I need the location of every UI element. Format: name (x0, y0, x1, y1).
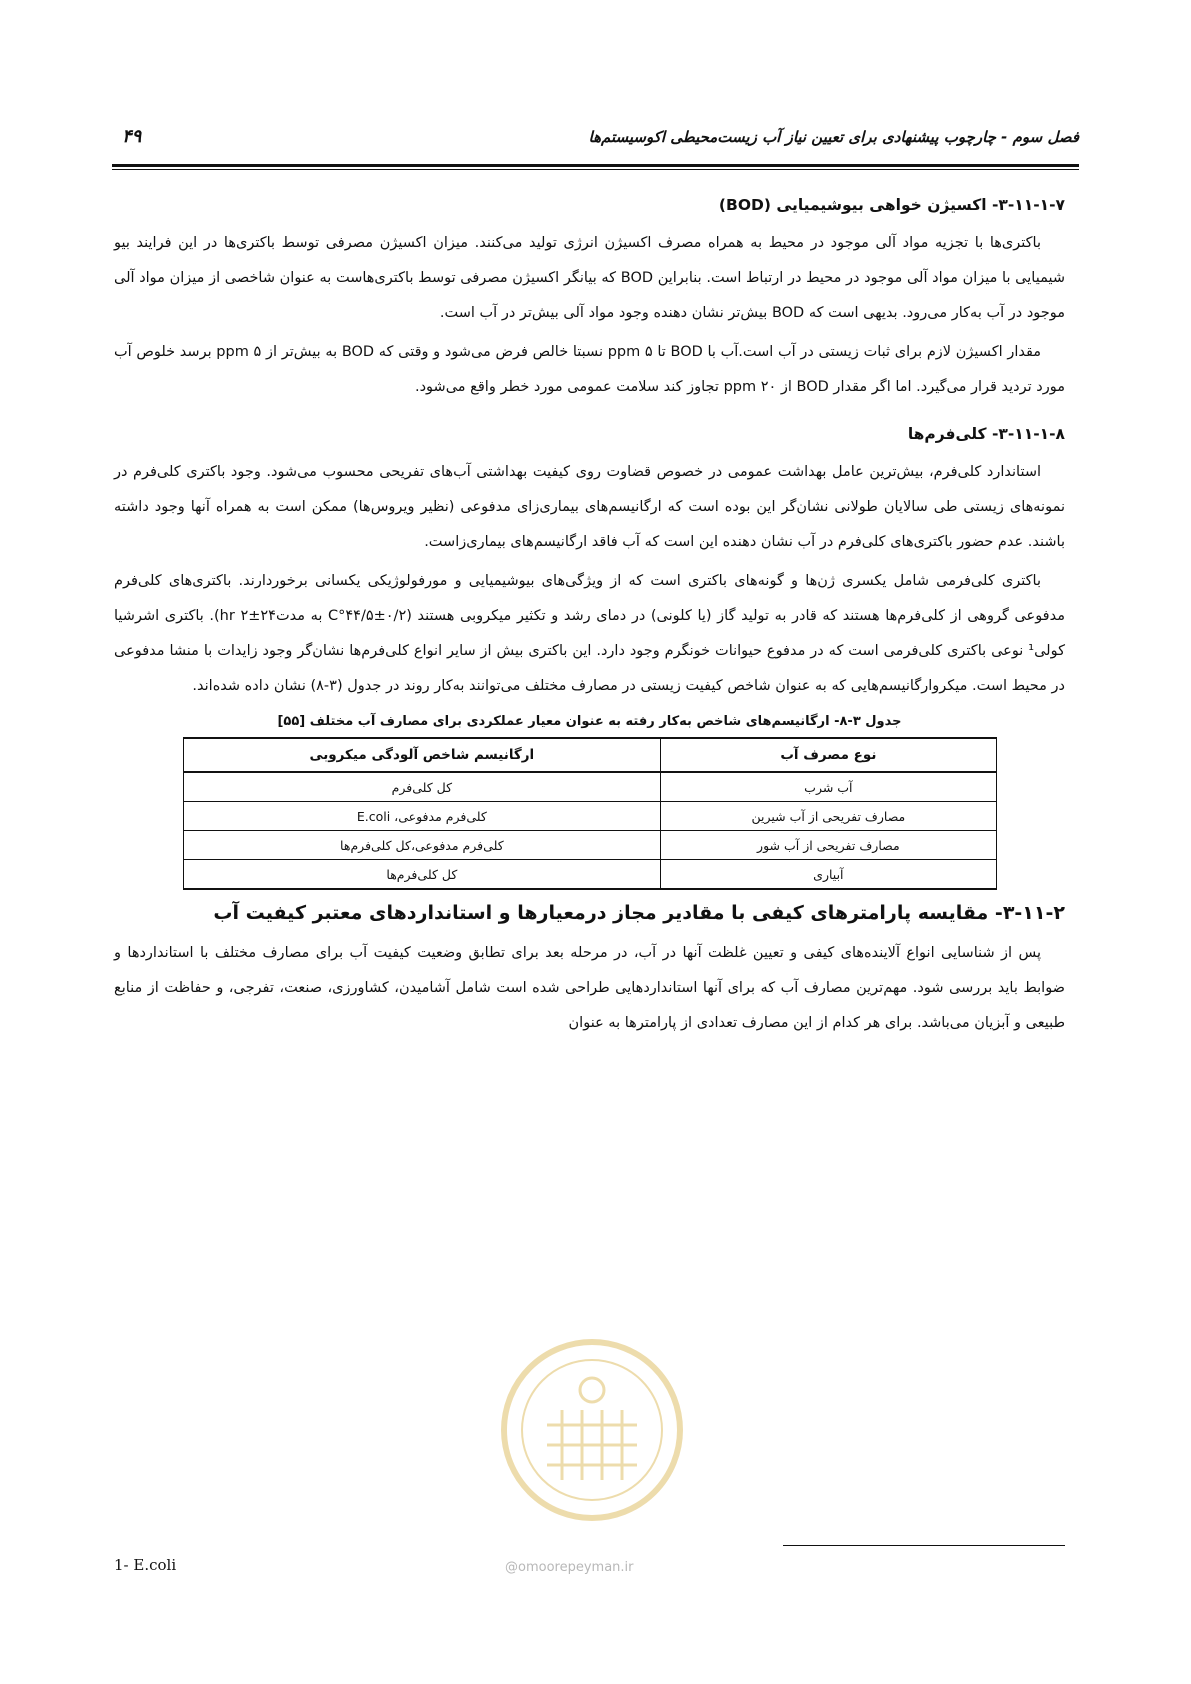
table-cell: کل کلی‌فرم‌ها (183, 860, 661, 890)
paragraph: مقدار اکسیژن لازم برای ثبات زیستی در آب است.آب با BOD تا ۵ ppm نسبتا خالص فرض می‌شود و وقتی که BOD به بیش‌تر از ۵ ppm برسد خلوص آب مورد تردید قرار می‌گیرد. اما اگر مقدار BOD از ۲۰ ppm تجاوز کند سلامت عمومی مورد خطر واقع می‌شود. (114, 344, 1065, 395)
section-heading-comparison: ۳-۱۱-۲- مقایسه پارامترهای کیفی با مقادیر مجاز درمعیارها و استانداردهای معتبر کیفیت آب (213, 902, 1065, 924)
section-heading-coliform: ۳-۱۱-۱-۸- کلی‌فرم‌ها (907, 425, 1065, 443)
table-cell: مصارف تفریحی از آب شور (661, 831, 996, 860)
table-row (183, 802, 996, 831)
table-row (183, 831, 996, 860)
table-cell: آب شرب (661, 772, 996, 802)
table-header-row (183, 738, 996, 772)
footnote: 1- E.coli (114, 1556, 177, 1574)
indicator-organisms-table (183, 737, 997, 890)
table-cell: مصارف تفریحی از آب شیرین (661, 802, 996, 831)
table-row (183, 772, 996, 802)
paragraph: پس از شناسایی انواع آلاینده‌های کیفی و تعیین غلظت آنها در آب، در مرحله بعد برای تطابق وضعیت کیفیت آب برای مصارف مختلف با استانداردها و ضوابط باید بررسی شود. مهم‌ترین مصارف آب که برای آنها استانداردهایی طراحی شده است شامل آشامیدن، کشاورزی، صنعت، تفرجی، و حفاظت از منابع طبیعی و آبزیان می‌باشد. برای هر کدام از این مصارف تعدادی از پارامترها به عنوان (114, 945, 1065, 1031)
watermark-logo-icon (497, 1335, 687, 1525)
main-content (114, 196, 1065, 1045)
column-header-water-use: نوع مصرف آب (661, 738, 996, 772)
footnote-rule (783, 1545, 1065, 1546)
table-caption: جدول ۳-۸- ارگانیسم‌های شاخص به‌کار رفته به عنوان معیار عملکردی برای مصارف آب مختلف [۵۵] (277, 714, 902, 729)
header-rule-thin (112, 169, 1079, 170)
running-header (112, 122, 1079, 162)
header-rule (112, 164, 1079, 167)
table-cell: کلی‌فرم مدفوعی، E.coli (183, 802, 661, 831)
table-row (183, 860, 996, 890)
paragraph: باکتری کلی‌فرمی شامل یکسری ژن‌ها و گونه‌های باکتری است که از ویژگی‌های بیوشیمیایی و مورفولوژیکی یکسانی برخوردارند. باکتری‌های کلی‌فرم مدفوعی گروهی از کلی‌فرم‌ها هستند که قادر به تولید گاز (یا کلونی) در دمای رشد و تکثیر میکروبی هستند (C°۴۴/۵±۰/۲ به مدت۲۴±۲ hr). باکتری اشرشیا کولی¹ نوعی باکتری کلی‌فرمی است که در مدفوع حیوانات خونگرم وجود دارد. این باکتری بیش از سایر انواع کلی‌فرم‌ها نشان‌گر وجود زایدات با منشا مدفوعی در محیط است. میکروارگانیسم‌هایی که به عنوان شاخص کیفیت زیستی در مصارف مختلف می‌توانند به‌کار روند در جدول (۳-۸) نشان داده شده‌اند. (114, 573, 1065, 694)
table-cell: کل کلی‌فرم (183, 772, 661, 802)
table-cell: آبیاری (661, 860, 996, 890)
column-header-indicator: ارگانیسم شاخص آلودگی میکروبی (183, 738, 661, 772)
page-number: ۴۹ (122, 126, 142, 147)
paragraph: استاندارد کلی‌فرم، بیش‌ترین عامل بهداشت عمومی در خصوص قضاوت روی کیفیت بهداشتی آب‌های تفریحی محسوب می‌شود. وجود باکتری کلی‌فرم در نمونه‌های زیستی طی سالایان طولانی نشان‌گر این بوده است که ارگانیسم‌های بیماری‌زای مدفوعی (نظیر ویروس‌ها) ممکن است به همراه آنها وجود داشته باشند. عدم حضور باکتری‌های کلی‌فرم در آب نشان دهنده این است که آب فاقد ارگانیسم‌های بیماری‌زاست. (114, 464, 1065, 550)
section-heading-bod: ۳-۱۱-۱-۷- اکسیژن خواهی بیوشیمیایی (BOD) (718, 196, 1065, 214)
watermark-url: @omoorepeyman.ir (505, 1560, 634, 1575)
chapter-title: فصل سوم - چارچوب پیشنهادی برای تعیین نیاز آب زیست‌محیطی اکوسیستم‌ها (588, 128, 1079, 146)
table-cell: کلی‌فرم مدفوعی،کل کلی‌فرم‌ها (183, 831, 661, 860)
paragraph: باکتری‌ها با تجزیه مواد آلی موجود در محیط به همراه مصرف اکسیژن انرژی تولید می‌کنند. میزان اکسیژن مصرفی توسط باکتری‌ها در این فرایند بیو شیمیایی با میزان مواد آلی موجود در محیط در ارتباط است. بنابراین BOD که بیانگر اکسیژن مصرفی توسط باکتری‌هاست به عنوان شاخصی از میزان مواد آلی موجود در آب به‌کار می‌رود. بدیهی است که BOD بیش‌تر نشان دهنده وجود مواد آلی بیش‌تر در آب است. (114, 235, 1066, 321)
